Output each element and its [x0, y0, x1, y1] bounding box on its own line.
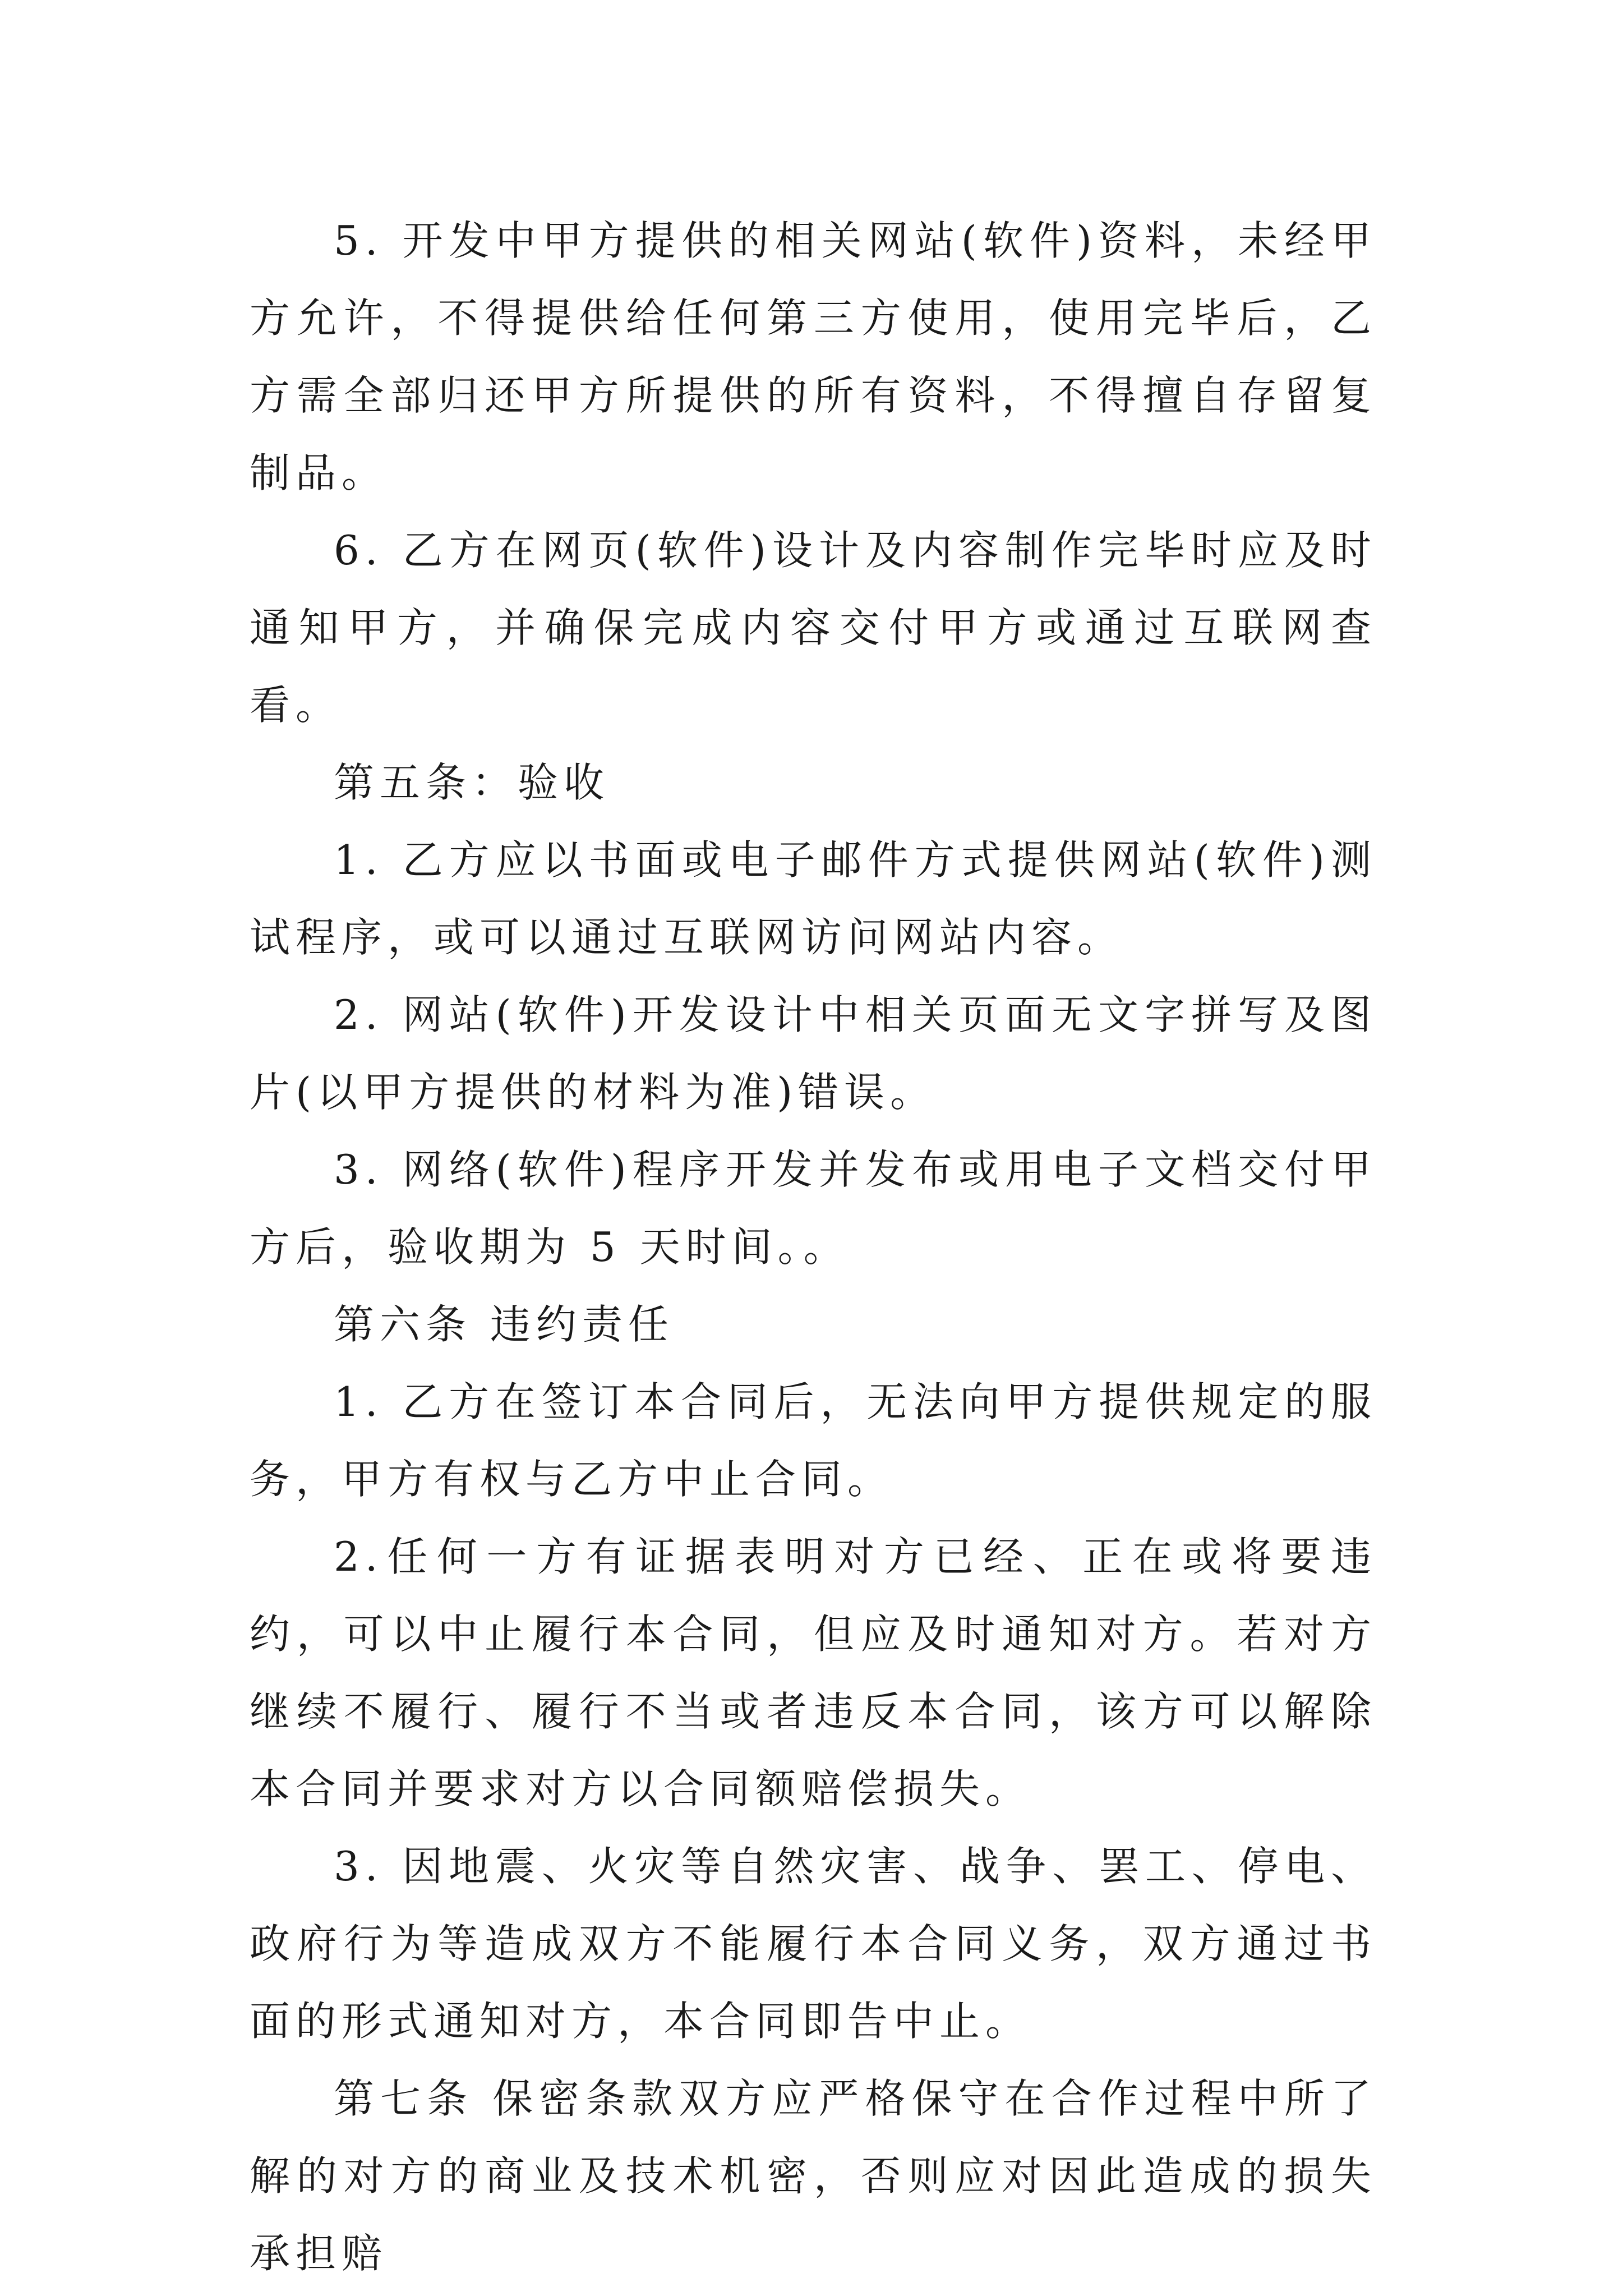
document-body [250, 202, 1377, 2292]
clause-paragraph: 3. 因地震、火灾等自然灾害、战争、罢工、停电、政府行为等造成双方不能履行本合同义务，双方通过书面的形式通知对方，本合同即告中止。 [250, 1843, 1377, 2045]
clause-paragraph: 5. 开发中甲方提供的相关网站(软件)资料，未经甲方允许，不得提供给任何第三方使用，使用完毕后，乙方需全部归还甲方所提供的所有资料，不得擅自存留复制品。 [250, 217, 1377, 496]
clause-paragraph: 1. 乙方在签订本合同后，无法向甲方提供规定的服务，甲方有权与乙方中止合同。 [250, 1378, 1377, 1503]
section-heading: 第五条：验收 [334, 759, 610, 806]
clause-paragraph: 3. 网络(软件)程序开发并发布或用电子文档交付甲方后，验收期为 5 天时间。。 [250, 1146, 1377, 1271]
clause-paragraph: 6. 乙方在网页(软件)设计及内容制作完毕时应及时通知甲方，并确保完成内容交付甲方或通过互联网查看。 [250, 527, 1377, 729]
clause-paragraph: 第七条 保密条款双方应严格保守在合作过程中所了解的对方的商业及技术机密，否则应对因此造成的损失承担赔 [250, 2075, 1377, 2277]
section-heading: 第六条 违约责任 [334, 1301, 674, 1348]
clause-paragraph: 1. 乙方应以书面或电子邮件方式提供网站(软件)测试程序，或可以通过互联网访问网站内容。 [250, 836, 1377, 961]
clause-paragraph: 2.任何一方有证据表明对方已经、正在或将要违约，可以中止履行本合同，但应及时通知对方。若对方继续不履行、履行不当或者违反本合同，该方可以解除本合同并要求对方以合同额赔偿损失。 [250, 1533, 1377, 1812]
clause-paragraph: 2. 网站(软件)开发设计中相关页面无文字拼写及图片(以甲方提供的材料为准)错误。 [250, 991, 1377, 1116]
